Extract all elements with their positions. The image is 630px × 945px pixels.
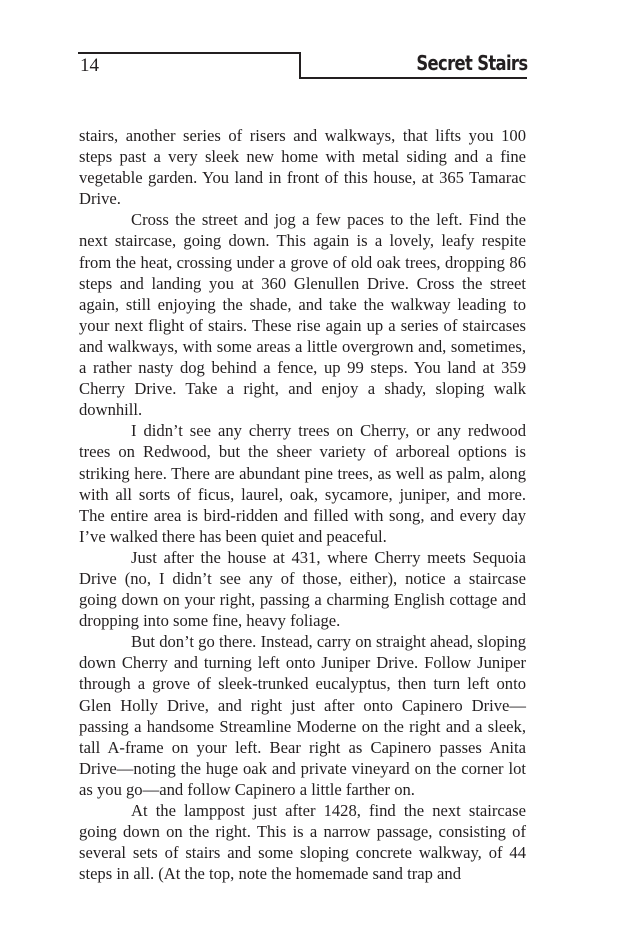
page-number: 14 [80,55,99,76]
paragraph: But don’t go there. Instead, carry on straight ahead, sloping down Cherry and turning left onto Juniper Drive. Follow Juniper through a grove of sleek-trunked eucalyptus, then turn left onto Glen Holly Drive, and right just after onto Capinero Drive—passing a handsome Streamline Moderne on the right and a sleek, tall A-frame on your left. Bear right as Capinero passes Anita Drive—noting the huge oak and private vineyard on the corner lot as you go—and follow Capinero a little farther on. [79,632,526,799]
body-text [79,125,526,884]
header-rule-bottom [299,77,527,79]
running-title: Secret Stairs [415,51,527,75]
running-header [78,50,527,82]
paragraph: I didn’t see any cherry trees on Cherry, or any redwood trees on Redwood, but the sheer variety of arboreal options is striking here. There are abundant pine trees, as well as palm, along with all sorts of ficus, laurel, oak, sycamore, juniper, and more. The entire area is bird-ridden and filled with song, and every day I’ve walked there has been quiet and peaceful. [79,421,526,546]
header-rule-step [299,52,301,79]
paragraph: Just after the house at 431, where Cherry meets Sequoia Drive (no, I didn’t see any of those, either), notice a staircase going down on your right, passing a charming English cottage and dropping into some fine, heavy foliage. [79,547,526,631]
header-rule-top [78,52,301,54]
paragraph: At the lamppost just after 1428, find the next staircase going down on the right. This is a narrow passage, consisting of several sets of stairs and some sloping concrete walkway, of 44 steps in all. (At the top, note the homemade sand trap and [79,801,526,884]
paragraph-continued: stairs, another series of risers and walkways, that lifts you 100 steps past a very sleek new home with metal siding and a fine vegetable garden. You land in front of this house, at 365 Tamarac Drive. [79,126,526,209]
paragraph: Cross the street and jog a few paces to the left. Find the next staircase, going down. This again is a lovely, leafy respite from the heat, crossing under a grove of old oak trees, dropping 86 steps and landing you at 360 Glenullen Drive. Cross the street again, still enjoying the shade, and take the walkway leading to your next flight of stairs. These rise again up a series of staircases and walkways, with some areas a little overgrown and, sometimes, a rather nasty dog behind a fence, up 99 steps. You land at 359 Cherry Drive. Take a right, and enjoy a shady, sloping walk downhill. [79,210,526,420]
